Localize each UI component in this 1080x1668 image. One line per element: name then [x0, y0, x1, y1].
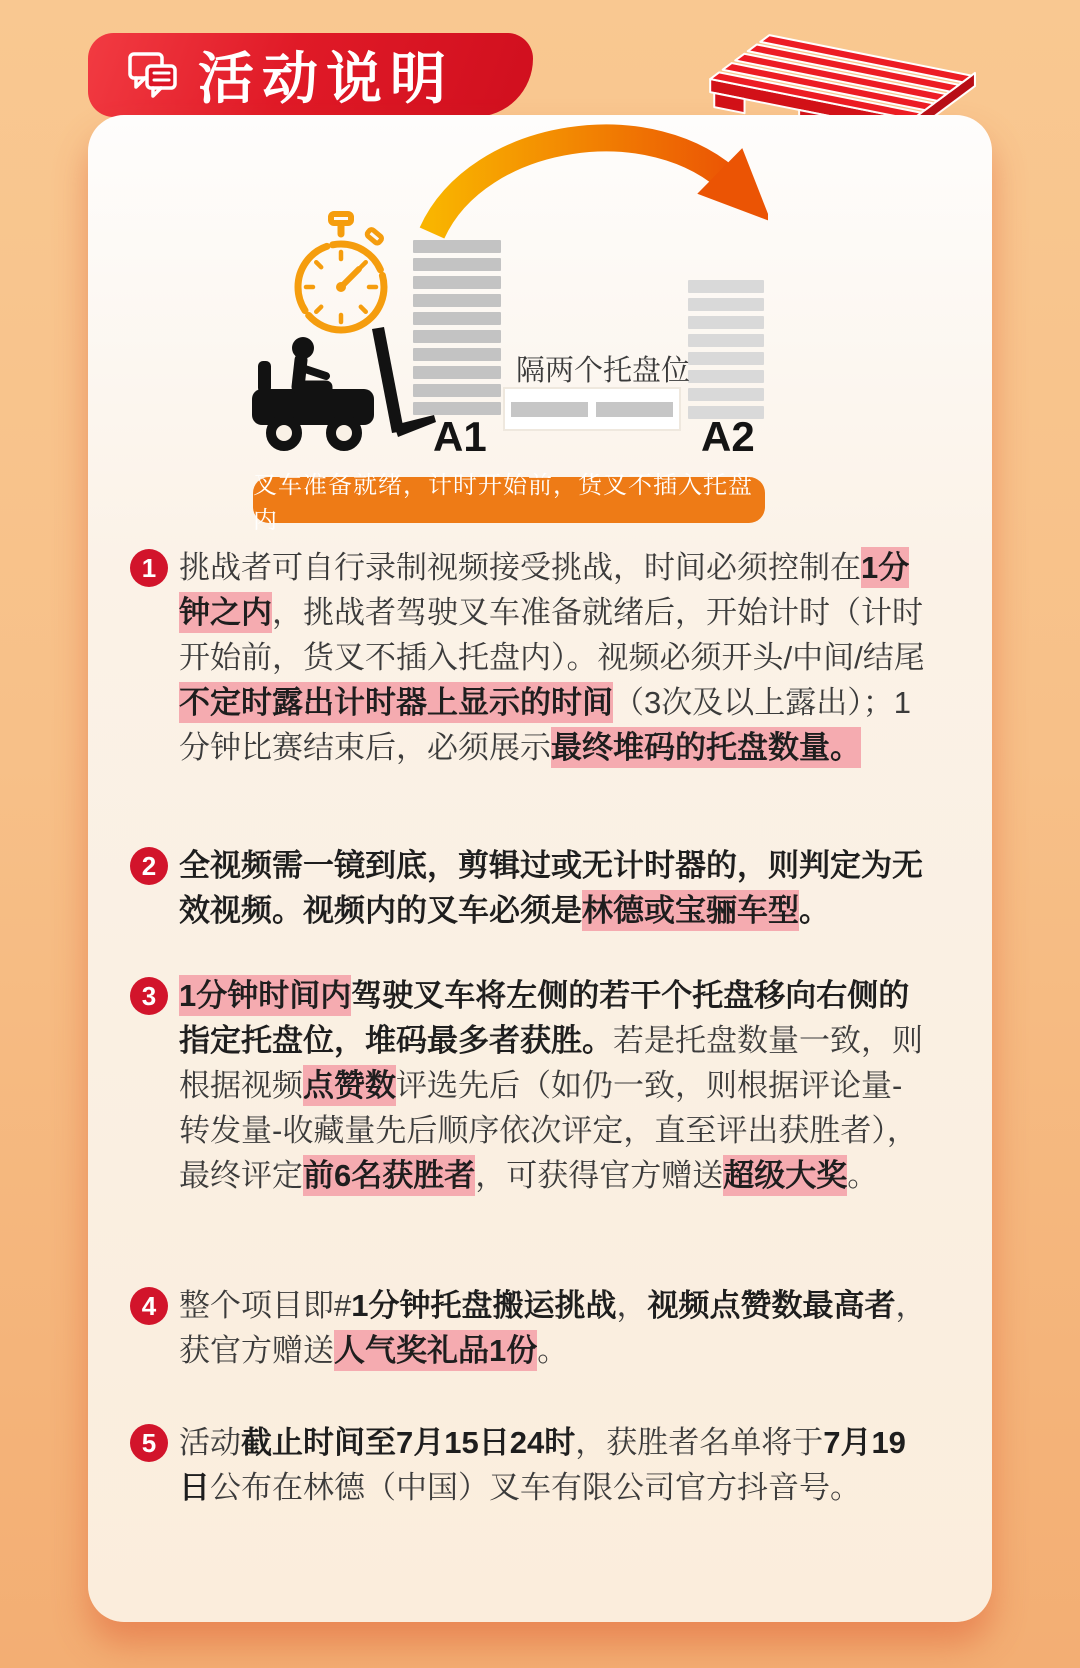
- rule-number-badge: 3: [130, 977, 168, 1015]
- empty-pallet-slots: [503, 387, 681, 431]
- rule-item-3: [130, 973, 930, 1198]
- rule-item-1: [130, 545, 930, 770]
- stopwatch-icon: [291, 210, 391, 345]
- rule-text: 挑战者可自行录制视频接受挑战，时间必须控制在1分钟之内，挑战者驾驶叉车准备就绪后，开始计时（计时开始前，货叉不插入托盘内）。视频必须开头/中间/结尾不定时露出计时器上显示的时间（3次及以上露出）；1分钟比赛结束后，必须展示最终堆码的托盘数量。: [179, 545, 927, 770]
- rule-item-2: [130, 843, 930, 933]
- challenge-diagram: [88, 115, 992, 535]
- section-header: [88, 33, 533, 117]
- rule-text: 1分钟时间内驾驶叉车将左侧的若干个托盘移向右侧的指定托盘位，堆码最多者获胜。若是托盘数量一致，则根据视频点赞数评选先后（如仍一致，则根据评论量-转发量-收藏量先后顺序依次评定，直至评出获胜者），最终评定前6名获胜者，可获得官方赠送超级大奖。: [179, 973, 927, 1198]
- rule-text: 活动截止时间至7月15日24时，获胜者名单将于7月19日公布在林德（中国）叉车有限公司官方抖音号。: [179, 1425, 906, 1505]
- page-title: 活动说明: [198, 47, 454, 110]
- rule-text: 整个项目即#1分钟托盘搬运挑战，视频点赞数最高者，获官方赠送人气奖礼品1份。: [179, 1283, 927, 1373]
- rule-text: 全视频需一镜到底，剪辑过或无计时器的，则判定为无效视频。视频内的叉车必须是林德或宝骊车型。: [179, 843, 927, 933]
- rule-number-badge: 2: [130, 847, 168, 885]
- rule-item-5: [130, 1420, 930, 1510]
- rule-item-4: [130, 1283, 930, 1373]
- forklift-icon: [246, 327, 436, 467]
- rule-number-badge: 4: [130, 1287, 168, 1325]
- label-a2: A2: [701, 413, 755, 460]
- gap-label: 隔两个托盘位: [516, 355, 691, 387]
- ready-note-banner: 叉车准备就绪，计时开始前，货叉不插入托盘内: [253, 477, 765, 523]
- rule-number-badge: 1: [130, 549, 168, 587]
- pallet-stack-a2: [688, 280, 764, 424]
- content-card: [88, 115, 992, 1622]
- label-a1: A1: [433, 413, 487, 460]
- transfer-arrow-icon: [418, 121, 768, 251]
- comment-icon: [126, 50, 180, 100]
- rule-number-badge: 5: [130, 1424, 168, 1462]
